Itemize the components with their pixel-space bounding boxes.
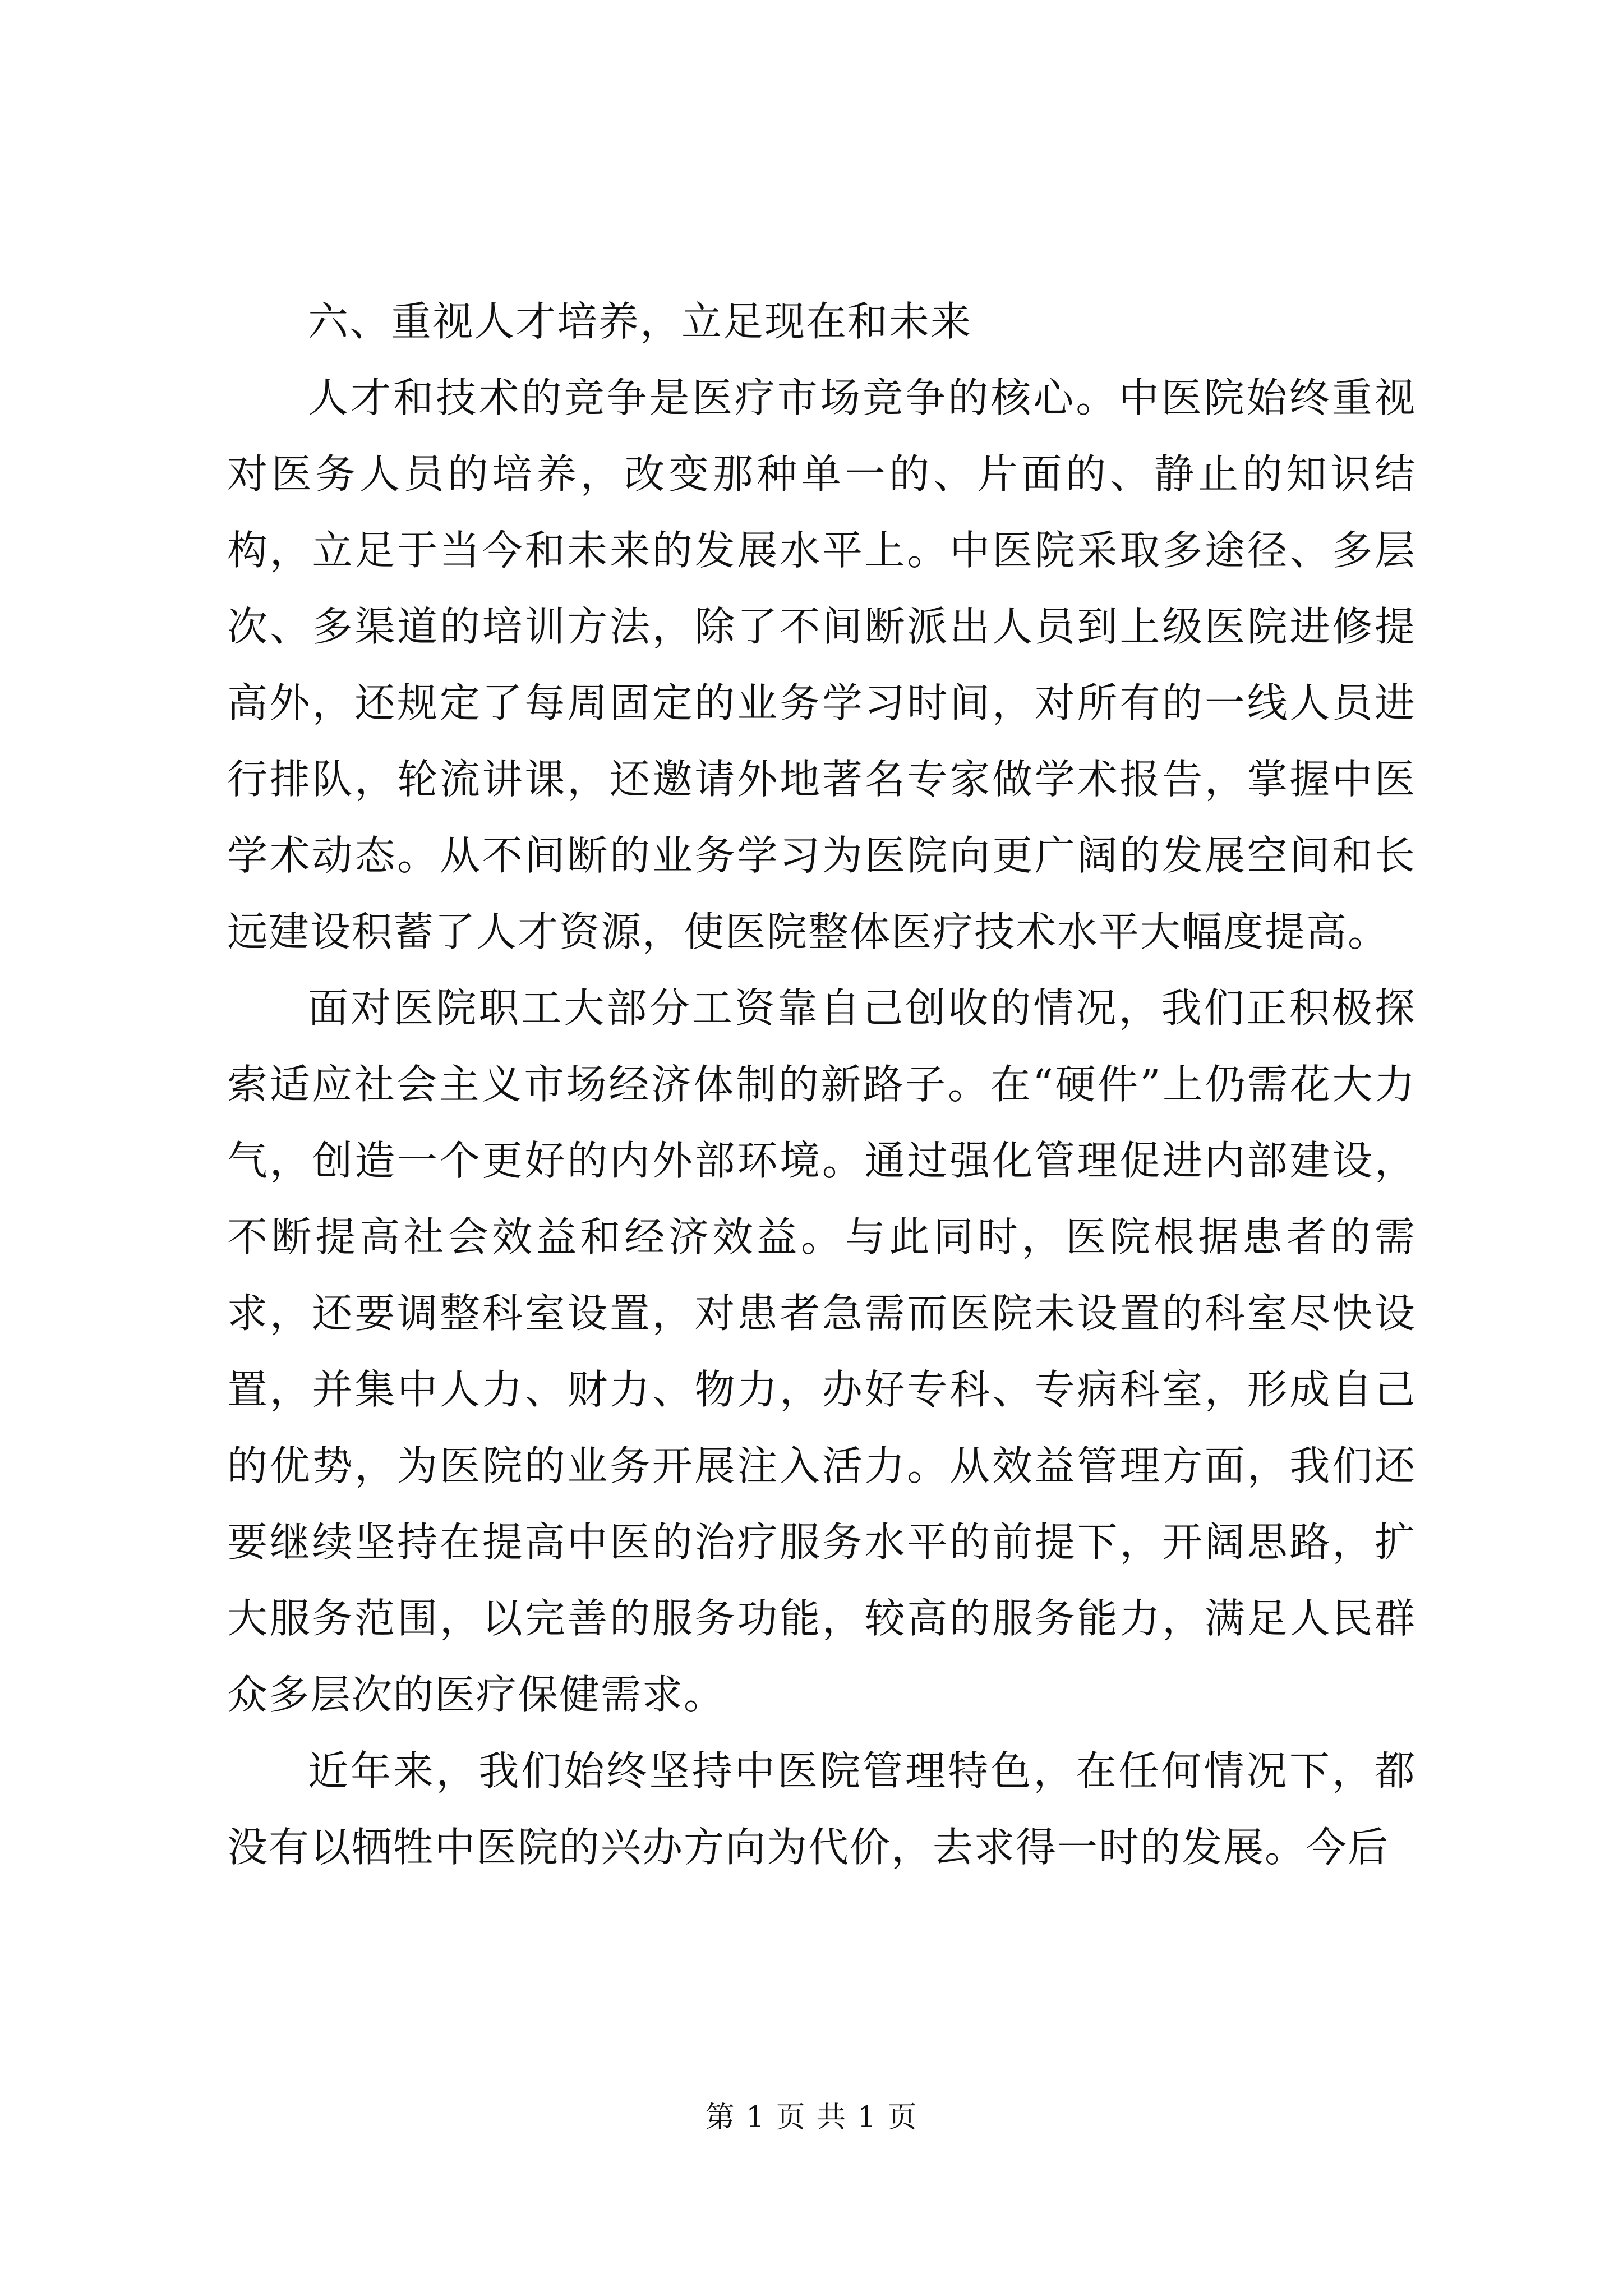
- paragraph-3: 近年来，我们始终坚持中医院管理特色，在任何情况下，都没有以牺牲中医院的兴办方向为代价，去求得一时的发展。今后: [227, 1747, 1416, 1871]
- page-footer: 第 1 页 共 1 页: [705, 2101, 918, 2134]
- section-heading: 六、重视人才培养，立足现在和未来: [308, 298, 972, 345]
- document-body: [227, 283, 1416, 1885]
- paragraph-2: 面对医院职工大部分工资靠自己创收的情况，我们正积极探索适应社会主义市场经济体制的新路子。在“硬件”上仍需花大力气，创造一个更好的内外部环境。通过强化管理促进内部建设，不断提高社会效益和经济效益。与此同时，医院根据患者的需求，还要调整科室设置，对患者急需而医院未设置的科室尽快设置，并集中人力、财力、物力，办好专科、专病科室，形成自己的优势，为医院的业务开展注入活力。从效益管理方面，我们还要继续坚持在提高中医的治疗服务水平的前提下，开阔思路，扩大服务范围，以完善的服务功能，较高的服务能力，满足人民群众多层次的医疗保健需求。: [227, 984, 1416, 1718]
- paragraph-1: 人才和技术的竞争是医疗市场竞争的核心。中医院始终重视对医务人员的培养，改变那种单一的、片面的、静止的知识结构，立足于当今和未来的发展水平上。中医院采取多途径、多层次、多渠道的培训方法，除了不间断派出人员到上级医院进修提高外，还规定了每周固定的业务学习时间，对所有的一线人员进行排队，轮流讲课，还邀请外地著名专家做学术报告，掌握中医学术动态。从不间断的业务学习为医院向更广阔的发展空间和长远建设积蓄了人才资源，使医院整体医疗技术水平大幅度提高。: [227, 374, 1416, 955]
